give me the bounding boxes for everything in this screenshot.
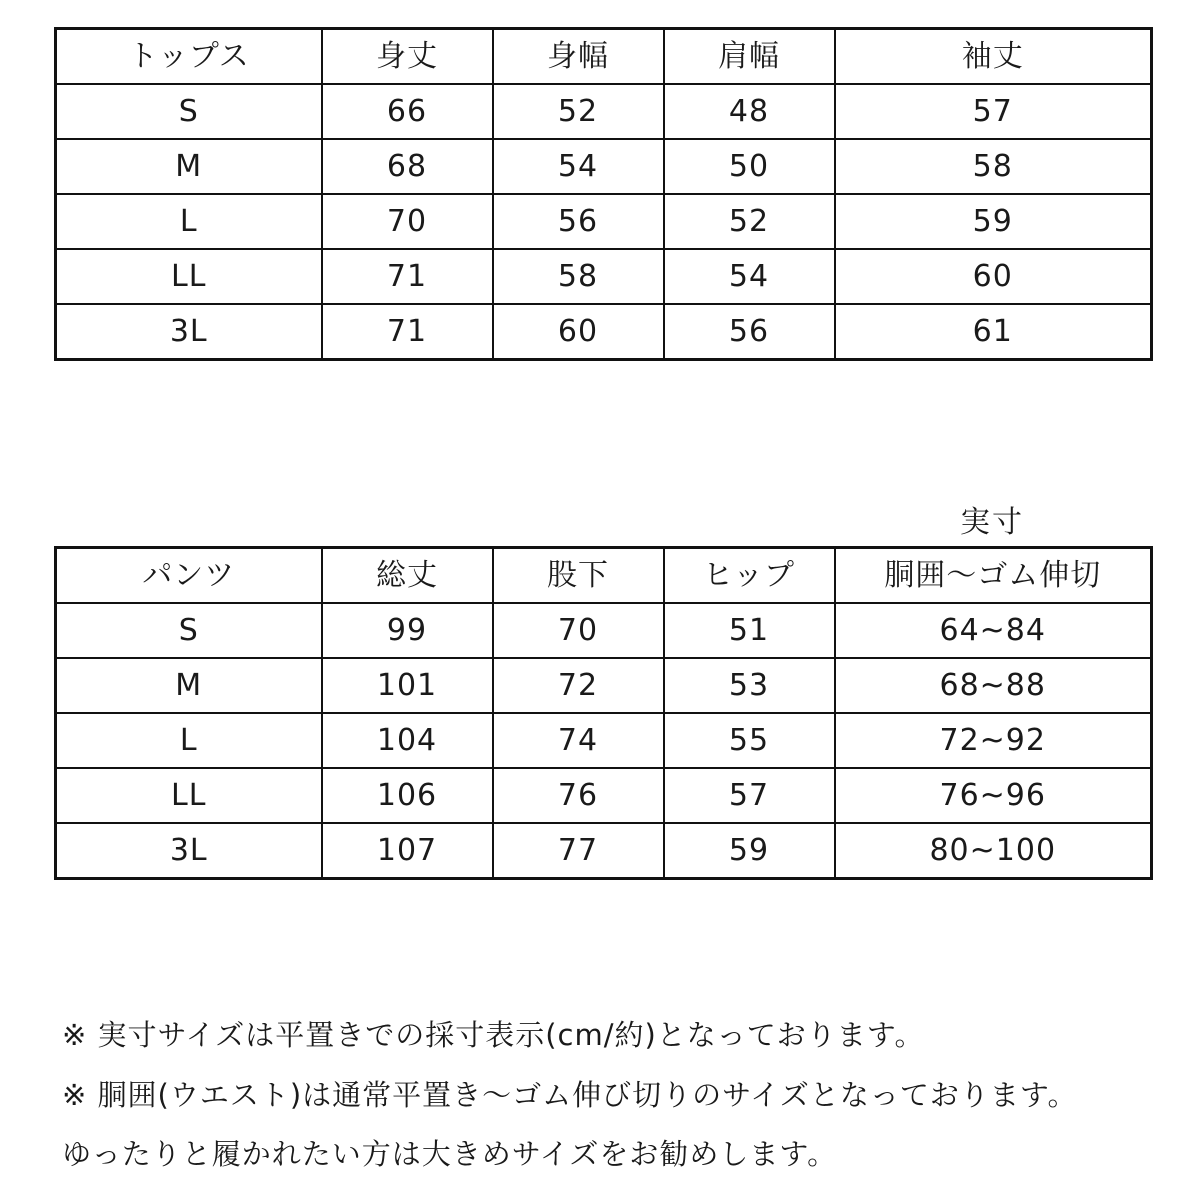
table-cell: 68~88 xyxy=(835,658,1152,713)
header-cell: 身丈 xyxy=(322,29,493,85)
unit-label: 実寸 xyxy=(960,505,1024,540)
size-cell: S xyxy=(56,603,322,658)
table-cell: 77 xyxy=(493,823,664,879)
table-cell: 70 xyxy=(322,194,493,249)
table-cell: 106 xyxy=(322,768,493,823)
table-cell: 60 xyxy=(493,304,664,360)
table-cell: 48 xyxy=(664,84,835,139)
table-cell: 71 xyxy=(322,249,493,304)
table-cell: 80~100 xyxy=(835,823,1152,879)
table-header-row xyxy=(56,548,1152,604)
size-cell: M xyxy=(56,658,322,713)
table-cell: 71 xyxy=(322,304,493,360)
table-cell: 50 xyxy=(664,139,835,194)
table-cell: 70 xyxy=(493,603,664,658)
table-cell: 76~96 xyxy=(835,768,1152,823)
table-row xyxy=(56,84,1152,139)
header-cell: トップス xyxy=(56,29,322,85)
waist-note: ※ 胴囲(ウエスト)は通常平置き～ゴム伸び切りのサイズとなっております。 xyxy=(62,1078,1078,1112)
header-cell: 身幅 xyxy=(493,29,664,85)
table-header-row xyxy=(56,29,1152,85)
table-cell: 51 xyxy=(664,603,835,658)
header-cell: ヒップ xyxy=(664,548,835,604)
size-cell: 3L xyxy=(56,304,322,360)
header-cell: 袖丈 xyxy=(835,29,1152,85)
table-cell: 72~92 xyxy=(835,713,1152,768)
table-cell: 58 xyxy=(493,249,664,304)
table-cell: 58 xyxy=(835,139,1152,194)
tops-size-table xyxy=(54,27,1153,361)
size-cell: LL xyxy=(56,249,322,304)
table-cell: 52 xyxy=(493,84,664,139)
table-cell: 56 xyxy=(664,304,835,360)
table-cell: 56 xyxy=(493,194,664,249)
table-cell: 53 xyxy=(664,658,835,713)
table-cell: 55 xyxy=(664,713,835,768)
pants-size-table xyxy=(54,546,1153,880)
size-cell: L xyxy=(56,713,322,768)
table-row xyxy=(56,194,1152,249)
table-cell: 66 xyxy=(322,84,493,139)
table-cell: 68 xyxy=(322,139,493,194)
table-row xyxy=(56,713,1152,768)
table-cell: 104 xyxy=(322,713,493,768)
table-cell: 74 xyxy=(493,713,664,768)
header-cell: 総丈 xyxy=(322,548,493,604)
size-cell: S xyxy=(56,84,322,139)
measurement-note: ※ 実寸サイズは平置きでの採寸表示(cm/約)となっております。 xyxy=(62,1018,925,1052)
table-row xyxy=(56,658,1152,713)
size-cell: LL xyxy=(56,768,322,823)
table-cell: 52 xyxy=(664,194,835,249)
table-cell: 57 xyxy=(835,84,1152,139)
fit-advice-note: ゆったりと履かれたい方は大きめサイズをお勧めします。 xyxy=(62,1137,838,1171)
table-cell: 99 xyxy=(322,603,493,658)
size-cell: M xyxy=(56,139,322,194)
table-cell: 61 xyxy=(835,304,1152,360)
header-cell: 肩幅 xyxy=(664,29,835,85)
table-cell: 64~84 xyxy=(835,603,1152,658)
table-cell: 59 xyxy=(835,194,1152,249)
table-row xyxy=(56,823,1152,879)
table-row xyxy=(56,249,1152,304)
table-cell: 107 xyxy=(322,823,493,879)
table-cell: 54 xyxy=(664,249,835,304)
table-cell: 76 xyxy=(493,768,664,823)
table-row xyxy=(56,768,1152,823)
table-row xyxy=(56,603,1152,658)
size-cell: 3L xyxy=(56,823,322,879)
header-cell: パンツ xyxy=(56,548,322,604)
table-row xyxy=(56,304,1152,360)
table-cell: 57 xyxy=(664,768,835,823)
table-cell: 59 xyxy=(664,823,835,879)
table-cell: 101 xyxy=(322,658,493,713)
header-cell: 胴囲～ゴム伸切 xyxy=(835,548,1152,604)
table-row xyxy=(56,139,1152,194)
header-cell: 股下 xyxy=(493,548,664,604)
table-cell: 72 xyxy=(493,658,664,713)
table-cell: 54 xyxy=(493,139,664,194)
size-cell: L xyxy=(56,194,322,249)
table-cell: 60 xyxy=(835,249,1152,304)
